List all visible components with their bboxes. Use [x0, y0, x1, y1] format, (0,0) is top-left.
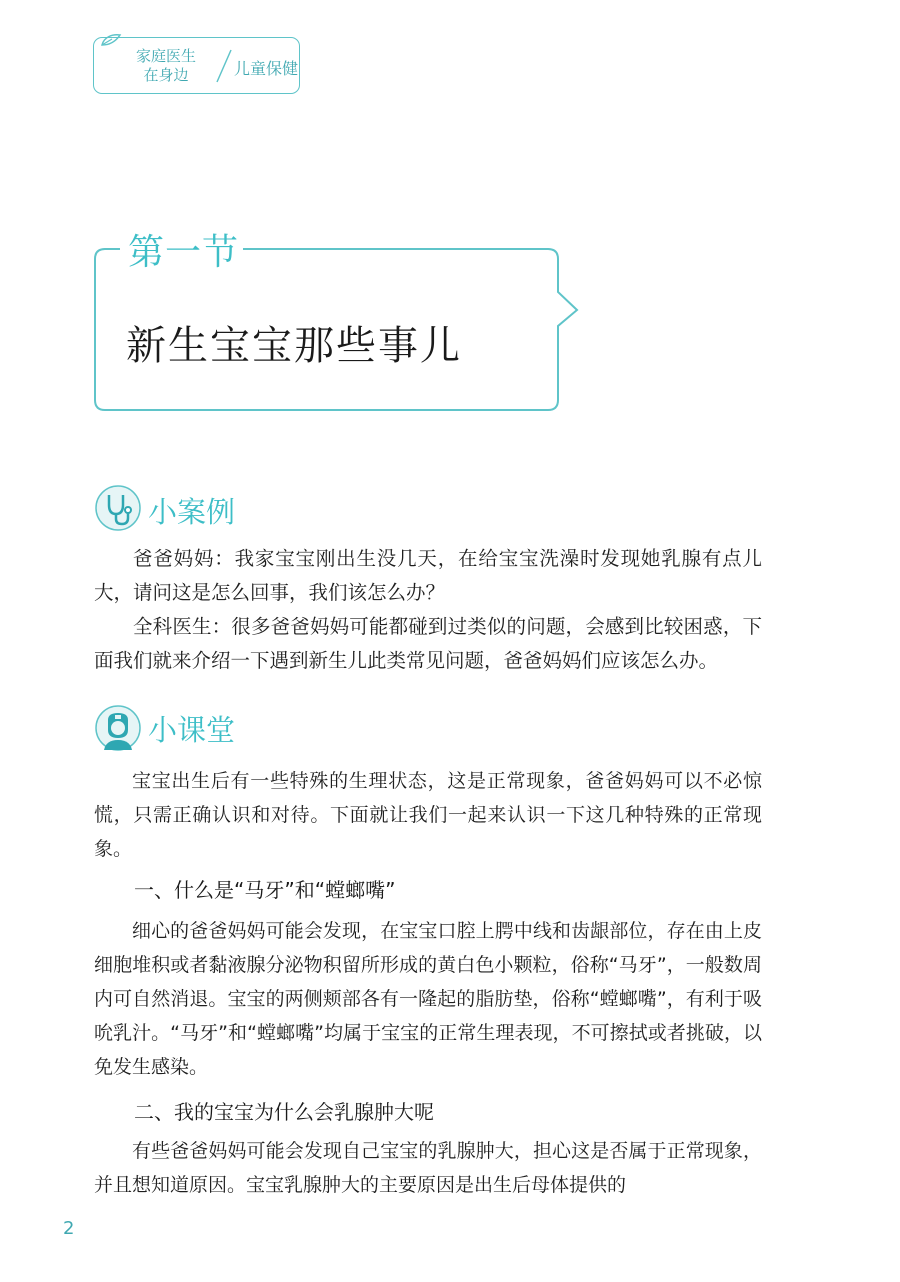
topic-1-text: 细心的爸爸妈妈可能会发现，在宝宝口腔上腭中线和齿龈部位，存在由上皮细胞堆积或者黏液腺分泌物积留所形成的黄白色小颗粒，俗称“马牙”，一般数周内可自然消退。宝宝的两侧颊部各有一隆起的脂肪垫，俗称“螳螂嘴”，有利于吸吮乳汁。“马牙”和“螳螂嘴”均属于宝宝的正常生理表现，不可擦拭或者挑破，以免发生感染。	[94, 920, 762, 1078]
stethoscope-icon	[94, 484, 142, 532]
series-name-line1: 家庭医生	[135, 47, 196, 65]
series-name-line2: 在身边	[143, 66, 189, 84]
page-number: 2	[63, 1218, 75, 1239]
case-heading: 小案例	[148, 495, 236, 529]
section-label: 第一节	[128, 232, 240, 273]
classroom-intro: 宝宝出生后有一些特殊的生理状态，这是正常现象，爸爸妈妈可以不必惊慌，只需正确认识和对待。下面就让我们一起来认识一下这几种特殊的正常现象。	[94, 770, 762, 860]
topic-1-title: 一、什么是“马牙”和“螳螂嘴”	[134, 878, 396, 902]
nurse-icon	[94, 704, 142, 752]
book-title: 儿童保健	[234, 59, 299, 78]
classroom-heading: 小课堂	[148, 713, 236, 747]
case-doctor-answer: 全科医生：很多爸爸妈妈可能都碰到过类似的问题，会感到比较困惑，下面我们就来介绍一下遇到新生儿此类常见问题，爸爸妈妈们应该怎么办。	[94, 615, 762, 672]
case-parent-question: 爸爸妈妈：我家宝宝刚出生没几天，在给宝宝洗澡时发现她乳腺有点儿大，请问这是怎么回事，我们该怎么办？	[94, 547, 762, 604]
topic-2-text: 有些爸爸妈妈可能会发现自己宝宝的乳腺肿大，担心这是否属于正常现象，并且想知道原因。宝宝乳腺肿大的主要原因是出生后母体提供的	[94, 1140, 762, 1196]
topic-2-title: 二、我的宝宝为什么会乳腺肿大呢	[134, 1100, 434, 1124]
section-title: 新生宝宝那些事儿	[126, 323, 462, 369]
